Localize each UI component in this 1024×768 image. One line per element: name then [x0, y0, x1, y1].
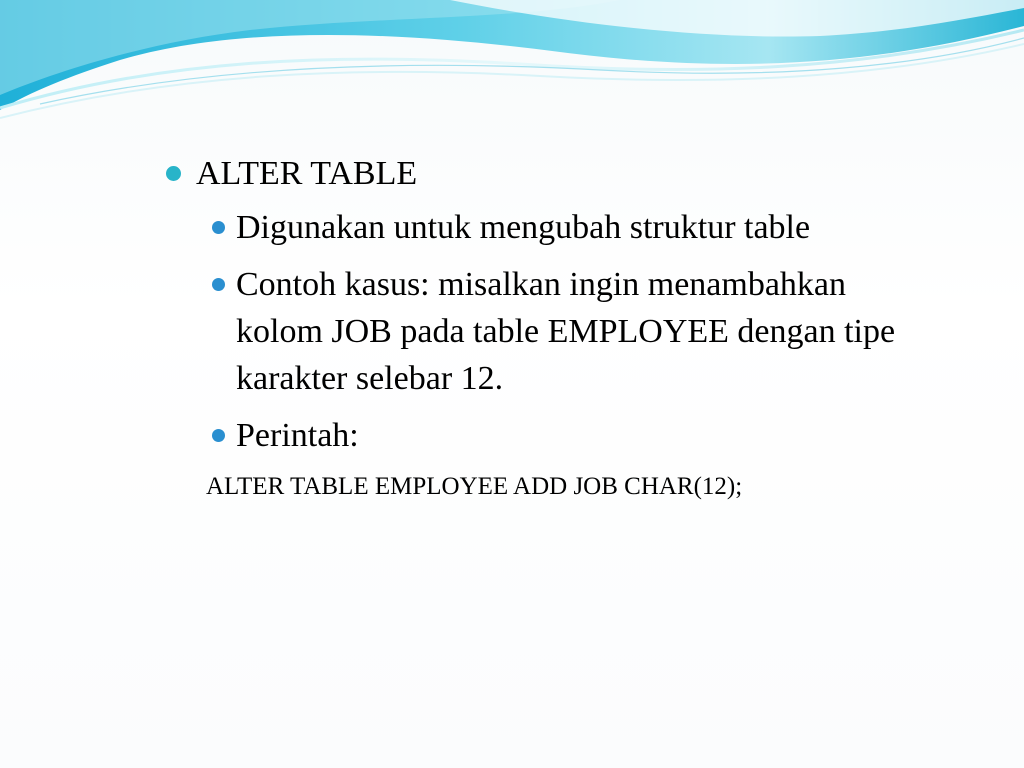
sub-bullet-text: Perintah:: [236, 417, 359, 454]
sub-bullet-example: [202, 261, 920, 402]
sub-bullet-purpose: [202, 204, 920, 251]
bullet-dot-icon: [212, 278, 225, 291]
bullet-alter-table: [160, 150, 920, 198]
bullet-dot-icon: [166, 166, 181, 181]
sub-bullet-text: Contoh kasus: misalkan ingin menambahkan kolom JOB pada table EMPLOYEE dengan tipe karakter selebar 12.: [236, 266, 896, 397]
slide-content: [160, 150, 920, 505]
bullet-text: ALTER TABLE: [196, 155, 418, 192]
wave-header-decoration: [0, 0, 1024, 130]
sub-bullet-text: Digunakan untuk mengubah struktur table: [236, 209, 811, 246]
sub-bullet-command: [202, 412, 920, 459]
sql-command-text: ALTER TABLE EMPLOYEE ADD JOB CHAR(12);: [206, 473, 743, 500]
bullet-dot-icon: [212, 429, 225, 442]
bullet-dot-icon: [212, 221, 225, 234]
